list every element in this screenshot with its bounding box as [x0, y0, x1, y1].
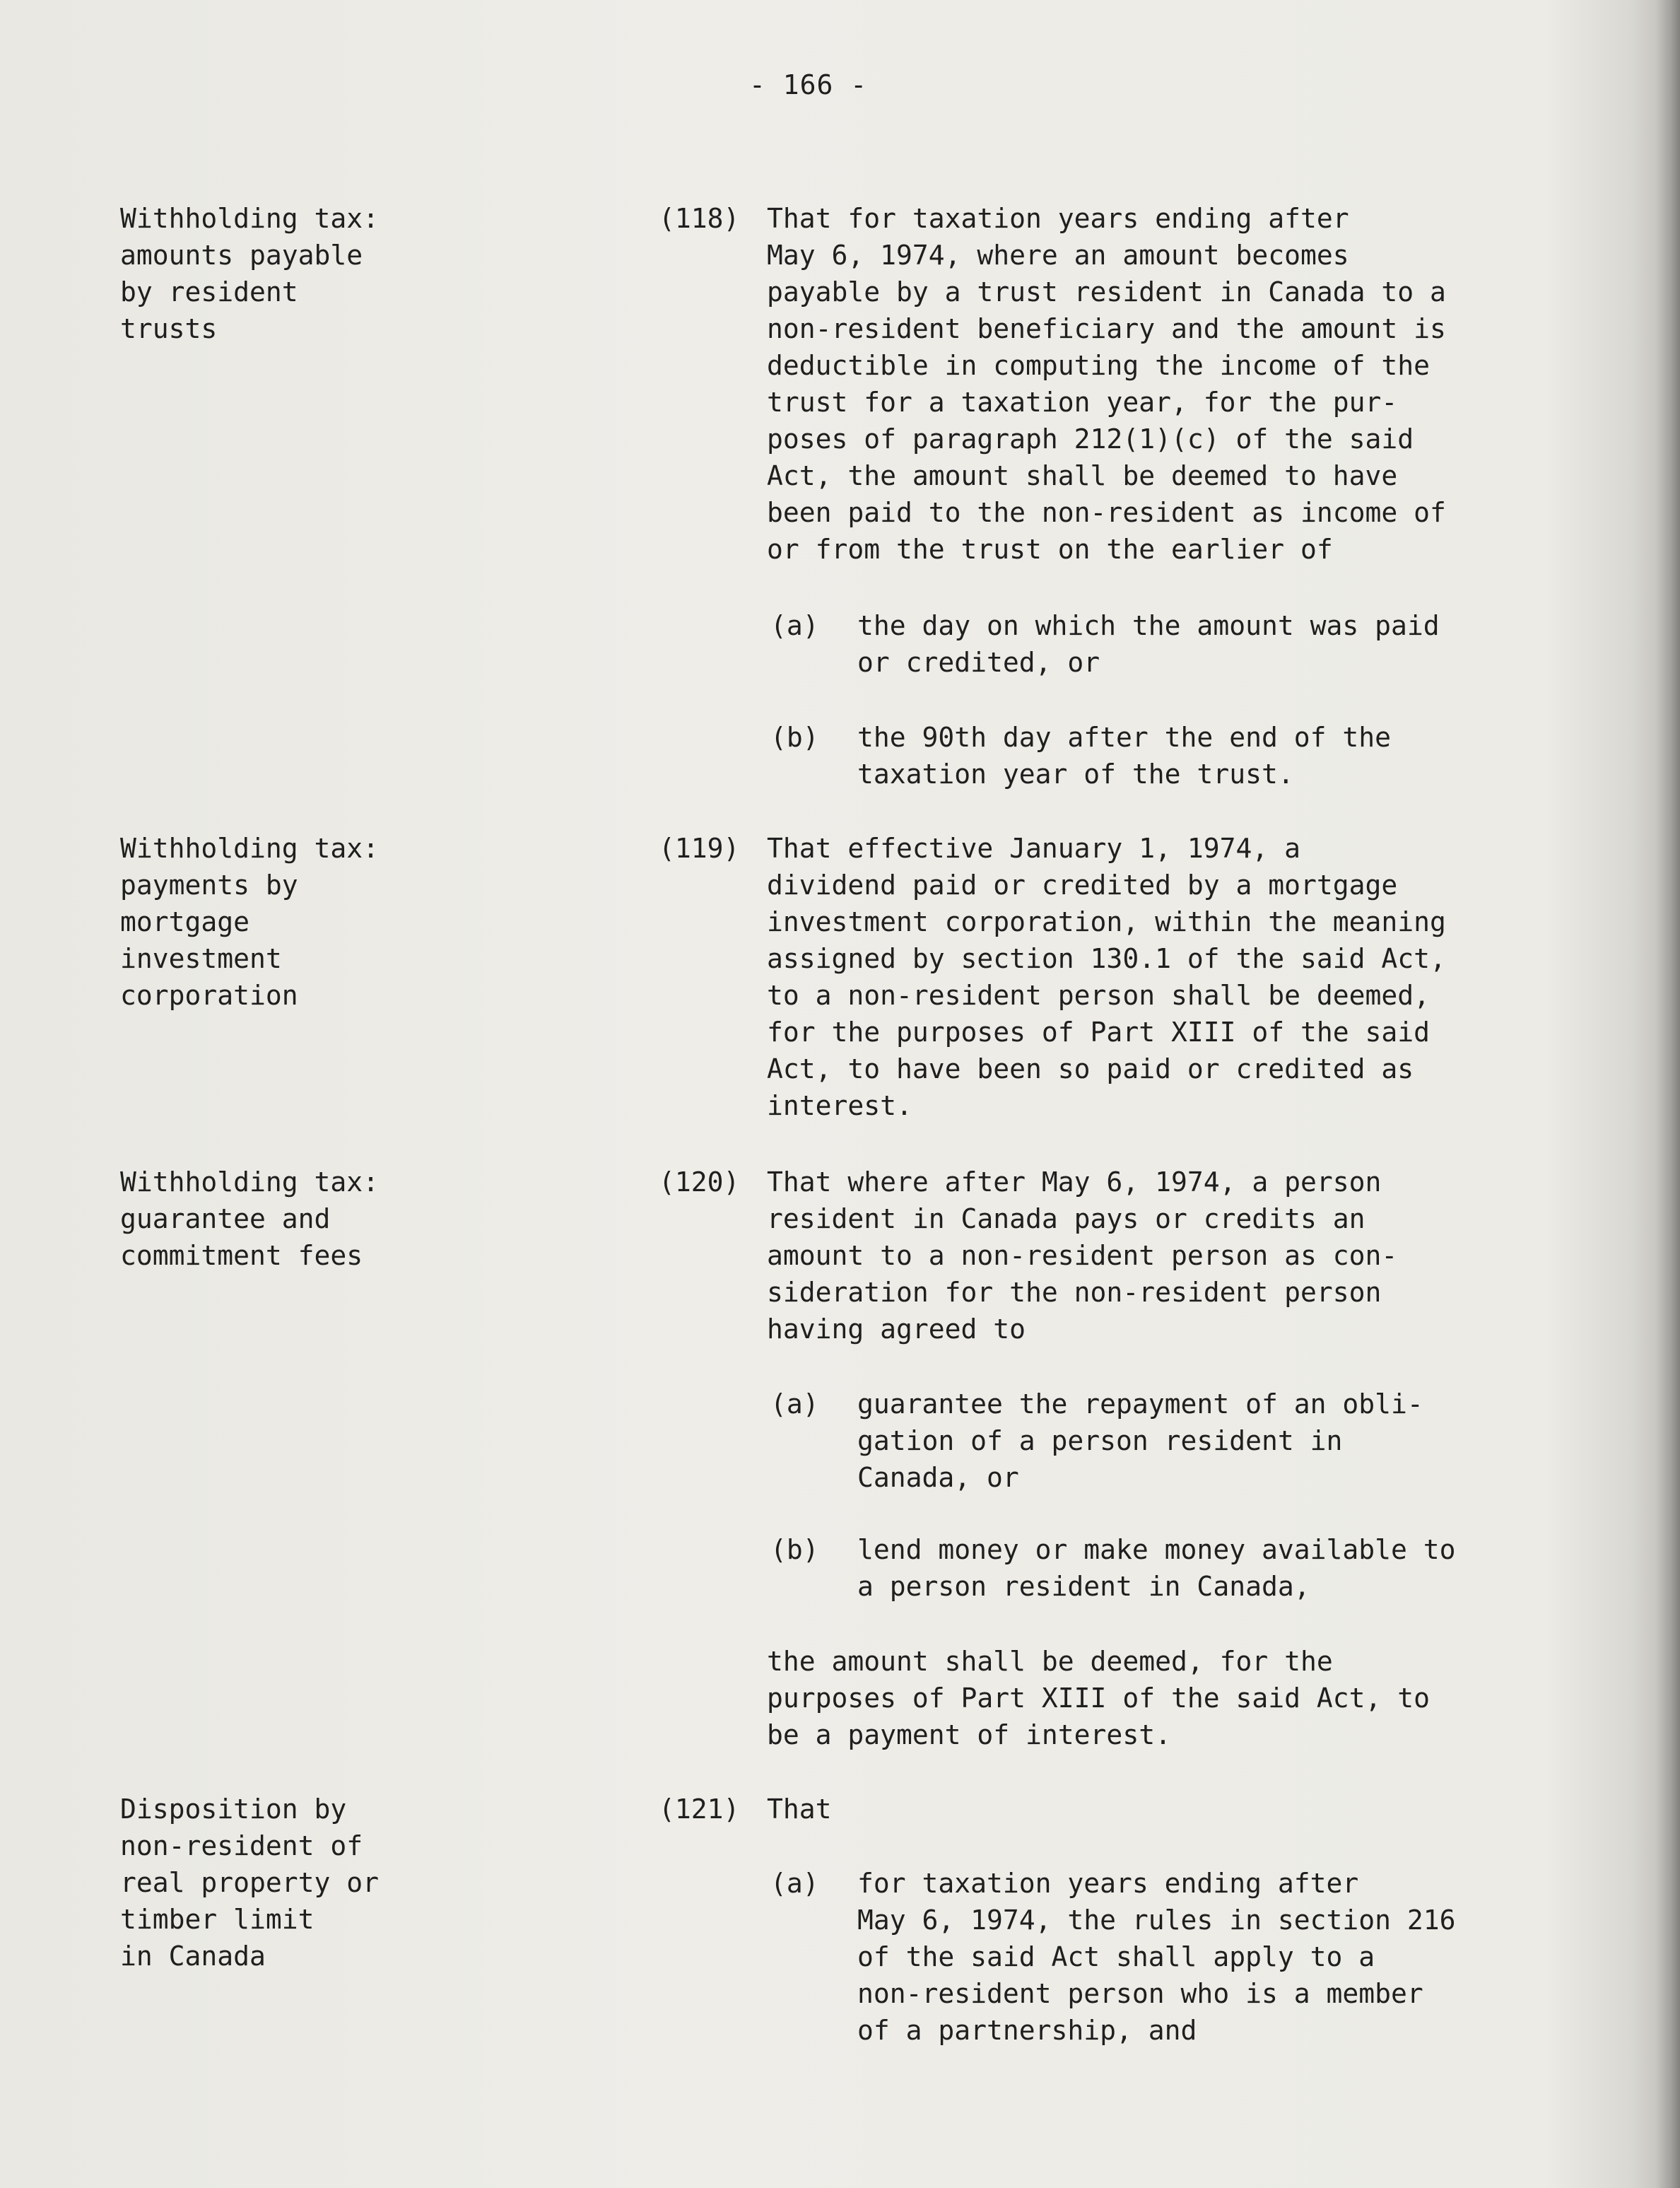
section-121-heading: Disposition by non-resident of real property or timber limit in Canada — [120, 1794, 380, 1972]
section-120-text: That where after May 6, 1974, a person resident in Canada pays or credits an amount to a non-resident person as con- sideration for the non-resident person having agreed to — [767, 1166, 1398, 1345]
section-118-sub-b-marker: (b) — [770, 722, 819, 753]
section-119-number: (119) — [659, 833, 740, 864]
section-118-sub-a-text: the day on which the amount was paid or credited, or — [857, 610, 1440, 678]
section-121-sub-a-marker: (a) — [770, 1868, 819, 1899]
section-120-number: (120) — [659, 1166, 740, 1198]
page-number: - 166 - — [749, 69, 868, 100]
section-120-heading: Withholding tax: guarantee and commitment fees — [120, 1166, 380, 1271]
section-118-sub-b-text: the 90th day after the end of the taxation year of the trust. — [857, 722, 1391, 790]
section-120-closing: the amount shall be deemed, for the purposes of Part XIII of the said Act, to be a payment of interest. — [767, 1646, 1430, 1750]
section-120-sub-b-text: lend money or make money available to a person resident in Canada, — [857, 1534, 1456, 1602]
page-edge-shadow — [1656, 0, 1680, 2188]
section-118-sub-a-marker: (a) — [770, 610, 819, 641]
section-120-sub-a-text: guarantee the repayment of an obli- gation of a person resident in Canada, or — [857, 1388, 1423, 1493]
section-119-text: That effective January 1, 1974, a dividend paid or credited by a mortgage investment corporation, within the meaning assigned by section 130.1 of the said Act, to a non-resident person shall be deemed, for the purposes of Part XIII of the said Act, to have been so paid or credited as interest. — [767, 833, 1446, 1121]
section-121-number: (121) — [659, 1794, 740, 1825]
section-120-sub-a-marker: (a) — [770, 1388, 819, 1420]
section-120-sub-b-marker: (b) — [770, 1534, 819, 1565]
section-118-number: (118) — [659, 203, 740, 234]
section-119-heading: Withholding tax: payments by mortgage investment corporation — [120, 833, 380, 1011]
section-118-text: That for taxation years ending after May 6, 1974, where an amount becomes payable by a trust resident in Canada to a non-resident beneficiary and the amount is deductible in computing the income of the trust for a taxation year, for the pur- poses of paragraph 212(1)(c) of the said Act, the amount shall be deemed to have been paid to the non-resident as income of or from the trust on the earlier of — [767, 203, 1446, 565]
section-118-heading: Withholding tax: amounts payable by resident trusts — [120, 203, 380, 344]
section-121-sub-a-text: for taxation years ending after May 6, 1974, the rules in section 216 of the said Act shall apply to a non-resident person who is a member of a partnership, and — [857, 1868, 1456, 2046]
section-121-text: That — [767, 1794, 832, 1825]
